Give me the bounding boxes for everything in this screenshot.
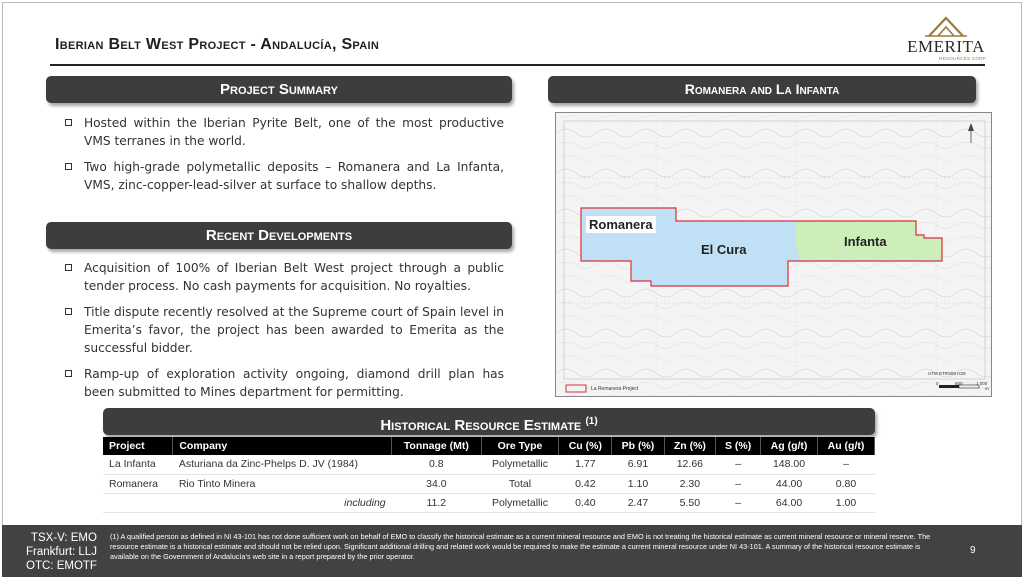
- bullet-text: Hosted within the Iberian Pyrite Belt, one of the most productive VMS terranes in the world.: [84, 116, 504, 148]
- company-logo: [905, 14, 987, 64]
- el-cura-label: El Cura: [701, 242, 747, 257]
- scale-unit: m: [985, 386, 989, 391]
- col-cu: Cu (%): [559, 437, 612, 455]
- map-graphic: [556, 113, 992, 397]
- table-cell: –: [818, 455, 875, 474]
- table-cell: Total: [481, 474, 559, 493]
- bullet-text: Ramp-up of exploration activity ongoing, diamond drill plan has been submitted to Mines department for permitting.: [84, 367, 504, 399]
- historical-resource-table: [103, 437, 875, 513]
- table-cell: [103, 493, 173, 512]
- table-row: [103, 493, 875, 512]
- scale-end: 1 000: [976, 381, 988, 386]
- table-cell: –: [716, 455, 761, 474]
- page-title: Iberian Belt West Project - Andalucía, Spain: [55, 36, 380, 53]
- table-cell: Romanera: [103, 474, 173, 493]
- historical-heading-text: Historical Resource Estimate: [380, 417, 582, 434]
- table-cell: Polymetallic: [481, 493, 559, 512]
- stock-tickers: [26, 531, 97, 573]
- checkbox-bullet-icon: [65, 119, 72, 126]
- table-cell: 2.30: [664, 474, 716, 493]
- list-item: [62, 259, 504, 295]
- list-item: [62, 158, 504, 194]
- col-zn: Zn (%): [664, 437, 716, 455]
- footer-bar: [2, 525, 1022, 577]
- logo-wordmark: EMERITA: [907, 37, 985, 56]
- logo-subtitle: RESOURCES CORP.: [939, 56, 987, 61]
- table-cell: 34.0: [392, 474, 481, 493]
- checkbox-bullet-icon: [65, 308, 72, 315]
- table-cell: –: [716, 474, 761, 493]
- table-cell: 11.2: [392, 493, 481, 512]
- scale-start: 0: [936, 381, 939, 386]
- footnote: (1) A qualified person as defined in NI 43-101 has not done sufficient work on behalf of EMO to classify the historical estimate as a current mineral resource and EMO is not treating the historical estimate as current mineral resource or mineral reserve. The resource estimate is a historical estimate and should not be relied upon. Significant additional drilling and related work would be required to make the estimate a current mineral resource under NI 43-101. A summary of the historical resource estimate is available on the Government of Andalucía’s web site in a report prepared by the prior operator.: [110, 532, 931, 561]
- ticker-otc: OTC: EMOTF: [26, 560, 97, 572]
- infanta-label: Infanta: [844, 234, 887, 249]
- table-cell: La Infanta: [103, 455, 173, 474]
- table-cell: Rio Tinto Minera: [173, 474, 392, 493]
- table-header-row: [103, 437, 875, 455]
- col-au: Au (g/t): [818, 437, 875, 455]
- bullet-text: Two high-grade polymetallic deposits – Romanera and La Infanta, VMS, zinc-copper-lead-silver at surface to shallow depths.: [84, 160, 504, 192]
- table-cell: 148.00: [761, 455, 818, 474]
- table-cell: Polymetallic: [481, 455, 559, 474]
- table-cell: 64.00: [761, 493, 818, 512]
- table-cell-including: including: [173, 493, 392, 512]
- table-cell: –: [716, 493, 761, 512]
- col-project: Project: [103, 437, 173, 455]
- list-item: [62, 365, 504, 401]
- historical-resource-heading: [103, 408, 875, 435]
- col-s: S (%): [716, 437, 761, 455]
- scale-mid: 500: [955, 381, 963, 386]
- checkbox-bullet-icon: [65, 264, 72, 271]
- map-legend-text: La Romanera Project: [591, 386, 639, 392]
- historical-heading-note: (1): [585, 416, 598, 427]
- table-cell: 0.8: [392, 455, 481, 474]
- project-summary-heading: Project Summary: [46, 76, 512, 103]
- ticker-tsxv: TSX-V: EMO: [30, 532, 97, 544]
- table-cell: 0.42: [559, 474, 612, 493]
- bullet-text: Acquisition of 100% of Iberian Belt West project through a public tender process. No cash payments for acquisition. No royalties.: [84, 261, 504, 293]
- table-cell: Asturiana da Zinc-Phelps D. JV (1984): [173, 455, 392, 474]
- col-tonnage: Tonnage (Mt): [392, 437, 481, 455]
- recent-developments-heading: Recent Developments: [46, 222, 512, 249]
- project-map: [555, 112, 992, 397]
- bullet-text: Title dispute recently resolved at the Supreme court of Spain level in Emerita’s favor, the project has been awarded to Emerita as the successful bidder.: [84, 305, 504, 355]
- title-rule: [50, 64, 985, 66]
- table-cell: 2.47: [612, 493, 664, 512]
- map-projection-text: UTM ETRS89 H29: [928, 371, 966, 376]
- table-cell: 1.10: [612, 474, 664, 493]
- table-cell: 0.80: [818, 474, 875, 493]
- recent-developments-list: [62, 259, 504, 409]
- page-number: 9: [970, 545, 976, 556]
- col-pb: Pb (%): [612, 437, 664, 455]
- table-cell: 1.77: [559, 455, 612, 474]
- list-item: [62, 303, 504, 357]
- table-row: [103, 474, 875, 493]
- list-item: [62, 114, 504, 150]
- romanera-label: Romanera: [586, 216, 656, 233]
- table-cell: 44.00: [761, 474, 818, 493]
- col-ore-type: Ore Type: [481, 437, 559, 455]
- project-summary-list: [62, 114, 504, 202]
- col-company: Company: [173, 437, 392, 455]
- ticker-frankfurt: Frankfurt: LLJ: [26, 546, 97, 558]
- logo-mark-icon: [905, 14, 987, 38]
- table-cell: 1.00: [818, 493, 875, 512]
- checkbox-bullet-icon: [65, 370, 72, 377]
- table-cell: 12.66: [664, 455, 716, 474]
- table-cell: 5.50: [664, 493, 716, 512]
- table-cell: 0.40: [559, 493, 612, 512]
- checkbox-bullet-icon: [65, 163, 72, 170]
- table-row: [103, 455, 875, 474]
- map-heading: Romanera and La Infanta: [548, 76, 976, 103]
- table-cell: 6.91: [612, 455, 664, 474]
- col-ag: Ag (g/t): [761, 437, 818, 455]
